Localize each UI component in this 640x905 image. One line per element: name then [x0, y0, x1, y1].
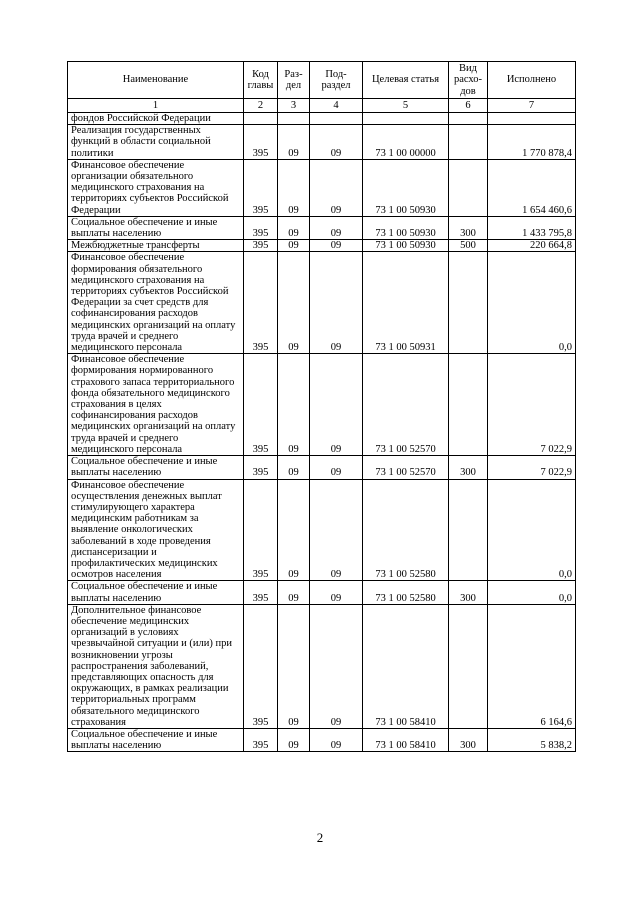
- row-section: 09: [278, 479, 310, 581]
- row-name: Социальное обеспечение и иные выплаты населению: [68, 728, 244, 751]
- column-number: 2: [244, 99, 278, 113]
- row-section: 09: [278, 125, 310, 160]
- table-row: [68, 728, 576, 751]
- row-subsection: 09: [310, 728, 363, 751]
- row-subsection: 09: [310, 240, 363, 252]
- row-type: [449, 604, 488, 728]
- row-type: 300: [449, 456, 488, 479]
- row-target: 73 1 00 52570: [363, 354, 449, 456]
- row-amount: 0,0: [488, 479, 576, 581]
- row-target: [363, 113, 449, 125]
- row-amount: 7 022,9: [488, 354, 576, 456]
- row-subsection: 09: [310, 456, 363, 479]
- row-name: Дополнительное финансовое обеспечение медицинских организаций в условиях чрезвычайной ситуации и (или) при возникновении угрозы распространения заболеваний, представляющих опасность для окружающих, в рамках реализации территориальных программ обязательного медицинского страхования: [68, 604, 244, 728]
- column-number: 3: [278, 99, 310, 113]
- row-section: 09: [278, 728, 310, 751]
- row-chapter: 395: [244, 125, 278, 160]
- row-target: 73 1 00 52580: [363, 479, 449, 581]
- row-type: 300: [449, 581, 488, 604]
- row-target: 73 1 00 52580: [363, 581, 449, 604]
- row-name: Социальное обеспечение и иные выплаты населению: [68, 581, 244, 604]
- row-amount: 0,0: [488, 581, 576, 604]
- row-chapter: 395: [244, 581, 278, 604]
- table-row: [68, 159, 576, 216]
- table-row: [68, 113, 576, 125]
- row-name: Финансовое обеспечение организации обязательного медицинского страхования на территориях субъектов Российской Федерации: [68, 159, 244, 216]
- row-section: 09: [278, 581, 310, 604]
- row-chapter: 395: [244, 456, 278, 479]
- row-type: [449, 125, 488, 160]
- row-chapter: 395: [244, 354, 278, 456]
- row-name: Межбюджетные трансферты: [68, 240, 244, 252]
- row-type: [449, 252, 488, 354]
- row-section: 09: [278, 252, 310, 354]
- row-name: Социальное обеспечение и иные выплаты населению: [68, 456, 244, 479]
- row-target: 73 1 00 50930: [363, 159, 449, 216]
- row-name: Финансовое обеспечение осуществления денежных выплат стимулирующего характера медицинским работникам за выявление онкологических заболеваний в ходе проведения диспансеризации и профилактических медицинских осмотров населения: [68, 479, 244, 581]
- row-chapter: 395: [244, 479, 278, 581]
- row-amount: 1 770 878,4: [488, 125, 576, 160]
- row-subsection: 09: [310, 252, 363, 354]
- row-subsection: 09: [310, 159, 363, 216]
- column-number: 7: [488, 99, 576, 113]
- row-subsection: 09: [310, 581, 363, 604]
- table-row: [68, 125, 576, 160]
- row-amount: 1 654 460,6: [488, 159, 576, 216]
- header-target-article: Целевая статья: [363, 62, 449, 99]
- row-amount: 6 164,6: [488, 604, 576, 728]
- header-subsection: Под-раздел: [310, 62, 363, 99]
- row-name: фондов Российской Федерации: [68, 113, 244, 125]
- column-number: 6: [449, 99, 488, 113]
- header-section: Раз-дел: [278, 62, 310, 99]
- budget-execution-table: [67, 61, 576, 752]
- row-type: [449, 354, 488, 456]
- page-number: 2: [316, 830, 324, 845]
- row-name: Финансовое обеспечение формирования обязательного медицинского страхования на территориях субъектов Российской Федерации за счет средств для софинансирования расходов медицинских организаций на оплату труда врачей и среднего медицинского персонала: [68, 252, 244, 354]
- row-section: 09: [278, 240, 310, 252]
- row-section: 09: [278, 159, 310, 216]
- table-row: [68, 252, 576, 354]
- row-target: 73 1 00 50930: [363, 216, 449, 239]
- row-target: 73 1 00 52570: [363, 456, 449, 479]
- row-subsection: 09: [310, 125, 363, 160]
- row-chapter: 395: [244, 252, 278, 354]
- table-row: [68, 479, 576, 581]
- row-name: Социальное обеспечение и иные выплаты населению: [68, 216, 244, 239]
- table-row: [68, 581, 576, 604]
- row-type: 500: [449, 240, 488, 252]
- header-chapter-code: Код главы: [244, 62, 278, 99]
- header-name: Наименование: [68, 62, 244, 99]
- row-target: 73 1 00 50930: [363, 240, 449, 252]
- row-amount: 0,0: [488, 252, 576, 354]
- row-amount: 7 022,9: [488, 456, 576, 479]
- row-type: 300: [449, 728, 488, 751]
- row-chapter: 395: [244, 159, 278, 216]
- row-section: 09: [278, 216, 310, 239]
- row-section: [278, 113, 310, 125]
- table-row: [68, 604, 576, 728]
- header-row: [68, 62, 576, 99]
- row-target: 73 1 00 58410: [363, 728, 449, 751]
- row-chapter: 395: [244, 216, 278, 239]
- row-type: 300: [449, 216, 488, 239]
- table-row: [68, 456, 576, 479]
- row-target: 73 1 00 00000: [363, 125, 449, 160]
- row-subsection: [310, 113, 363, 125]
- row-subsection: 09: [310, 479, 363, 581]
- column-number: 1: [68, 99, 244, 113]
- row-section: 09: [278, 604, 310, 728]
- row-target: 73 1 00 50931: [363, 252, 449, 354]
- header-expense-type: Вид расхо-дов: [449, 62, 488, 99]
- column-number: 5: [363, 99, 449, 113]
- row-subsection: 09: [310, 354, 363, 456]
- row-chapter: [244, 113, 278, 125]
- row-amount: [488, 113, 576, 125]
- row-chapter: 395: [244, 604, 278, 728]
- row-name: Финансовое обеспечение формирования нормированного страхового запаса территориального фонда обязательного медицинского страхования в целях софинансирования расходов медицинских организаций на оплату труда врачей и среднего медицинского персонала: [68, 354, 244, 456]
- column-number-row: [68, 99, 576, 113]
- row-amount: 1 433 795,8: [488, 216, 576, 239]
- row-type: [449, 113, 488, 125]
- row-subsection: 09: [310, 216, 363, 239]
- row-section: 09: [278, 456, 310, 479]
- row-chapter: 395: [244, 240, 278, 252]
- row-target: 73 1 00 58410: [363, 604, 449, 728]
- table-row: [68, 240, 576, 252]
- header-executed: Исполнено: [488, 62, 576, 99]
- row-type: [449, 479, 488, 581]
- column-number: 4: [310, 99, 363, 113]
- table-row: [68, 216, 576, 239]
- row-subsection: 09: [310, 604, 363, 728]
- row-chapter: 395: [244, 728, 278, 751]
- row-section: 09: [278, 354, 310, 456]
- row-type: [449, 159, 488, 216]
- table-row: [68, 354, 576, 456]
- row-name: Реализация государственных функций в области социальной политики: [68, 125, 244, 160]
- row-amount: 5 838,2: [488, 728, 576, 751]
- row-amount: 220 664,8: [488, 240, 576, 252]
